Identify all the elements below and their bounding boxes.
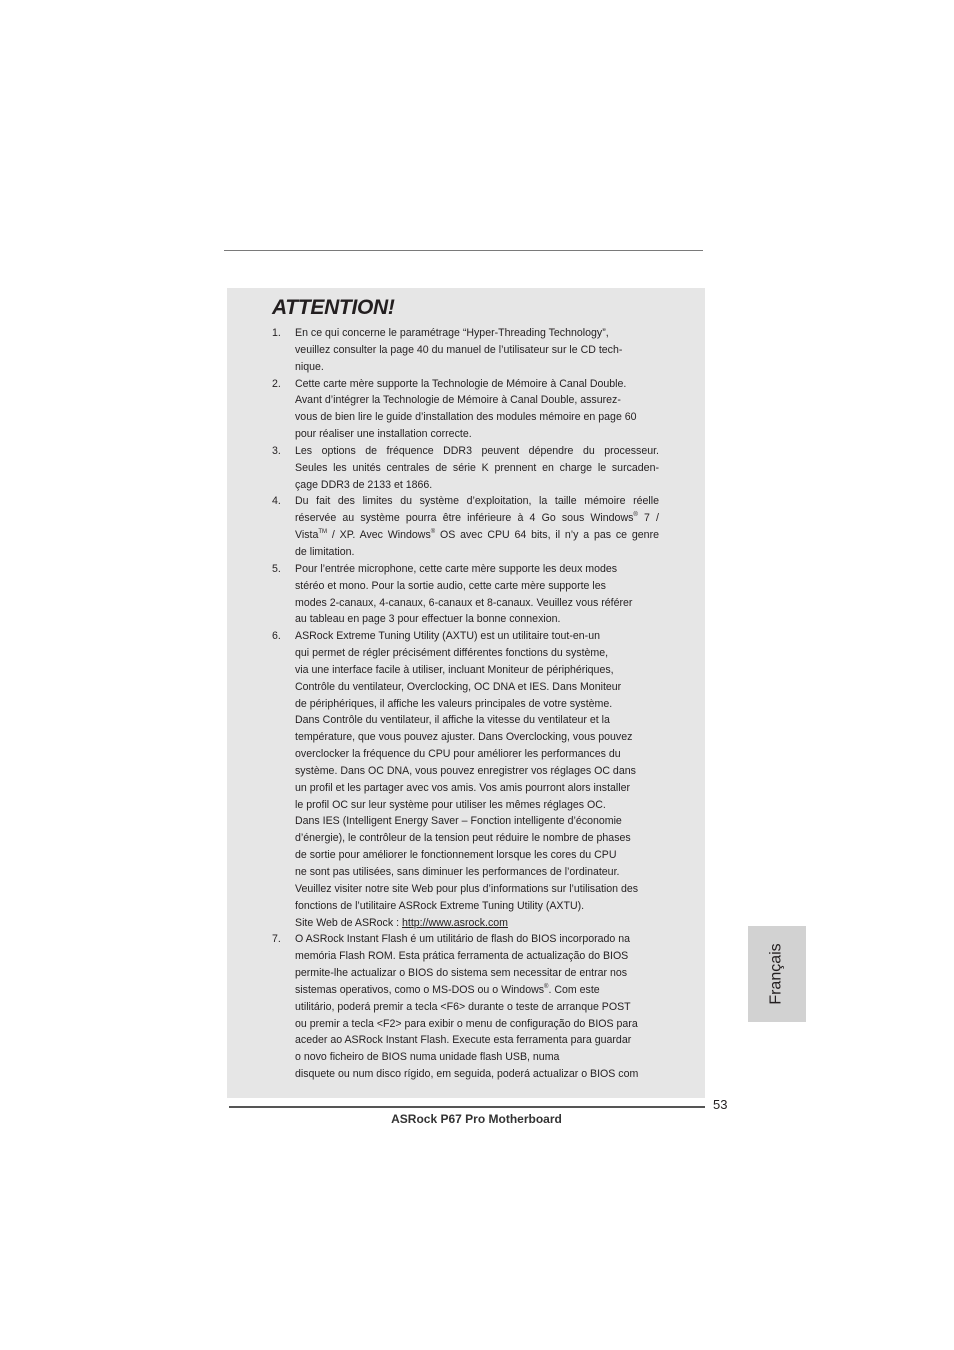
item-line: Cette carte mère supporte la Technologie de Mémoire à Canal Double.	[295, 377, 627, 390]
item-line: ne sont pas utilisées, sans diminuer les performances de l’ordinateur.	[295, 866, 620, 878]
asrock-website-link[interactable]: http://www.asrock.com	[401, 916, 508, 929]
list-item-3	[272, 443, 659, 494]
item-number: 4.	[272, 495, 281, 508]
item-line: aceder ao ASRock Instant Flash. Execute esta ferramenta para guardar	[295, 1034, 632, 1047]
item-line: modes 2-canaux, 4-canaux, 6-canaux et 8-canaux. Veuillez vous référer	[295, 596, 633, 609]
line-text: sistemas operativos, como o MS-DOS ou o Windows	[295, 983, 545, 996]
item-line: Seules les unités centrales de série K prennent en charge le surcaden-	[295, 461, 659, 474]
list-item-1	[272, 325, 659, 376]
item-line	[295, 915, 659, 932]
language-tab-label: Français	[768, 943, 786, 1005]
item-number: 5.	[272, 562, 281, 575]
item-line: via une interface facile à utiliser, incluant Moniteur de périphériques,	[295, 663, 614, 676]
item-line: un profil et les partager avec vos amis. Vos amis pourront alors installer	[295, 781, 631, 794]
list-item-2	[272, 376, 659, 443]
trademark-mark: TM	[318, 529, 328, 536]
item-line: Du fait des limites du système d’exploitation, la taille mémoire réelle	[295, 495, 659, 508]
item-number: 2.	[272, 377, 281, 390]
item-line: Contrôle du ventilateur, Overclocking, OC DNA et IES. Dans Moniteur	[295, 680, 622, 693]
item-line: nique.	[295, 360, 324, 373]
list-item-4	[272, 493, 659, 560]
item-line: vous de bien lire le guide d’installation des modules mémoire en page 60	[295, 411, 637, 424]
page-number: 53	[713, 1097, 728, 1112]
item-line: fonctions de l’utilitaire ASRock Extreme Tuning Utility (AXTU).	[295, 899, 585, 912]
item-line: utilitário, poderá premir a tecla <F6> durante o teste de arranque POST	[295, 1000, 631, 1013]
item-line: qui permet de régler précisément différentes fonctions du système,	[295, 647, 609, 660]
line-text: . Com este	[548, 983, 600, 996]
list-item-7	[272, 931, 659, 1083]
item-line: ou premir a tecla <F2> para exibir o menu de configuração do BIOS para	[295, 1017, 638, 1030]
item-number: 7.	[272, 933, 281, 946]
item-line: En ce qui concerne le paramétrage “Hyper-Threading Technology”,	[295, 327, 609, 339]
item-line	[295, 527, 659, 544]
list-item-6	[272, 628, 659, 931]
item-line: Veuillez visiter notre site Web pour plus d’informations sur l’utilisation des	[295, 882, 639, 895]
item-number: 1.	[272, 327, 281, 339]
item-line: veuillez consulter la page 40 du manuel de l’utilisateur sur le CD tech-	[295, 343, 623, 356]
item-line: memória Flash ROM. Esta prática ferramenta de actualização do BIOS	[295, 950, 629, 963]
item-line: Les options de fréquence DDR3 peuvent dépendre du processeur.	[295, 444, 659, 457]
line-text: / XP. Avec Windows	[327, 529, 431, 542]
item-line: çage DDR3 de 2133 et 1866.	[295, 478, 433, 491]
item-line: de limitation.	[295, 545, 355, 558]
item-line: pour réaliser une installation correcte.	[295, 428, 472, 441]
item-line: au tableau en page 3 pour effectuer la bonne connexion.	[295, 613, 561, 626]
registered-mark: ®	[544, 983, 549, 990]
item-line: de périphériques, il affiche les valeurs principales de votre système.	[295, 697, 613, 710]
line-text: Vista	[295, 529, 319, 542]
registered-mark: ®	[633, 512, 638, 519]
item-line: Dans Contrôle du ventilateur, il affiche la vitesse du ventilateur et la	[295, 714, 610, 727]
footer-title: ASRock P67 Pro Motherboard	[391, 1112, 562, 1126]
top-rule	[224, 250, 703, 251]
item-number: 3.	[272, 444, 281, 457]
attention-title: ATTENTION!	[272, 296, 395, 319]
item-line	[295, 510, 659, 527]
item-line: Avant d’intégrer la Technologie de Mémoire à Canal Double, assurez-	[295, 394, 621, 407]
line-text: 7 /	[637, 512, 659, 525]
item-line: overclocker la fréquence du CPU pour améliorer les performances du	[295, 748, 621, 761]
item-line: de sortie pour améliorer le fonctionnement lorsque les cores du CPU	[295, 849, 617, 862]
item-line: système. Dans OC DNA, vous pouvez enregistrer vos réglages OC dans	[295, 764, 636, 777]
attention-list	[272, 325, 659, 1083]
item-line: le profil OC sur leur système pour utiliser les mêmes réglages OC.	[295, 798, 606, 811]
registered-mark: ®	[430, 529, 436, 536]
item-line: stéréo et mono. Pour la sortie audio, cette carte mère supporte les	[295, 579, 606, 592]
item-line: O ASRock Instant Flash é um utilitário de flash do BIOS incorporado na	[295, 933, 631, 946]
item-line: d’énergie), le contrôleur de la tension peut réduire le nombre de phases	[295, 832, 631, 845]
item-line: disquete ou num disco rígido, em seguida, poderá actualizar o BIOS com	[295, 1068, 639, 1081]
bottom-rule	[229, 1106, 705, 1108]
item-line: Pour l’entrée microphone, cette carte mère supporte les deux modes	[295, 562, 618, 575]
item-number: 6.	[272, 630, 281, 643]
line-text: réservée au système pourra être inférieure à 4 Go sous Windows	[295, 512, 634, 525]
list-item-5	[272, 561, 659, 628]
item-line: o novo ficheiro de BIOS numa unidade flash USB, numa	[295, 1051, 560, 1064]
site-label: Site Web de ASRock :	[295, 916, 402, 929]
item-line: ASRock Extreme Tuning Utility (AXTU) est un utilitaire tout-en-un	[295, 630, 600, 643]
item-line: température, que vous pouvez ajuster. Dans Overclocking, vous pouvez	[295, 731, 633, 744]
item-line	[295, 982, 659, 999]
item-line: Dans IES (Intelligent Energy Saver – Fonction intelligente d’économie	[295, 815, 622, 828]
line-text: OS avec CPU 64 bits, il n’y a pas ce genre	[435, 529, 659, 542]
item-line: permite-lhe actualizar o BIOS do sistema sem necessitar de entrar nos	[295, 967, 628, 980]
language-tab	[748, 926, 806, 1022]
